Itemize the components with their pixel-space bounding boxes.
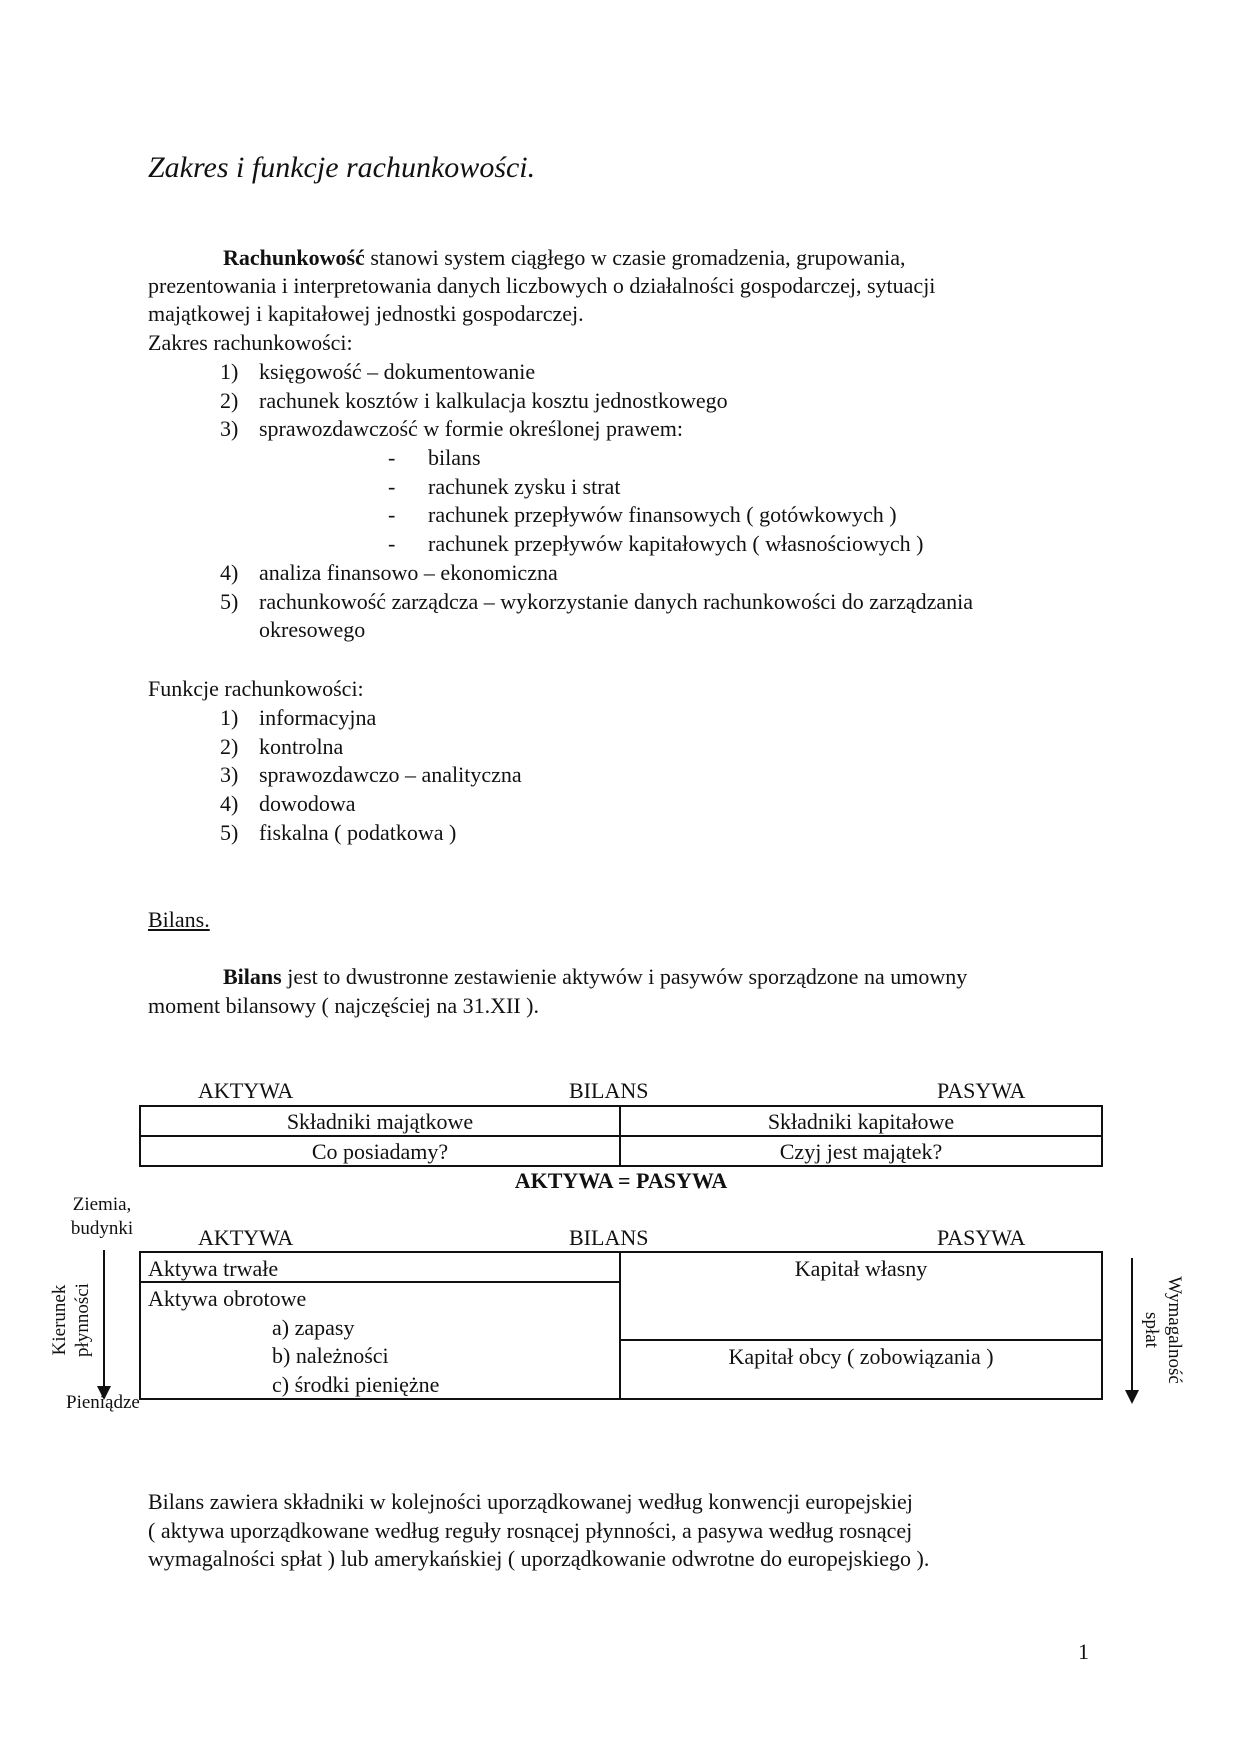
liabilities-label: Kapitał obcy ( zobowiązania ) xyxy=(728,1344,994,1369)
scope-subitem: rachunek zysku i strat xyxy=(428,474,621,499)
function-item-num: 5) xyxy=(220,820,239,845)
scope-item: rachunkowość zarządcza – wykorzystanie danych rachunkowości do zarządzania xyxy=(259,589,974,614)
table1-pasywa-header: PASYWA xyxy=(937,1078,1026,1103)
table1-aktywa-header: AKTYWA xyxy=(198,1078,294,1103)
functions-heading: Funkcje rachunkowości: xyxy=(148,676,364,701)
liquidity-axis-label-1: Kierunek xyxy=(49,1284,70,1356)
scope-subitem-dash: - xyxy=(388,445,396,470)
function-item-num: 4) xyxy=(220,791,239,816)
intro-term: Rachunkowość xyxy=(223,245,365,270)
maturity-arrow-icon xyxy=(1122,1258,1142,1408)
current-asset-item: b) należności xyxy=(272,1343,389,1368)
scope-subitem-dash: - xyxy=(388,502,396,527)
balance-equation: AKTYWA = PASYWA xyxy=(514,1168,728,1193)
equity-label: Kapitał własny xyxy=(794,1256,928,1281)
table2-aktywa-header: AKTYWA xyxy=(198,1225,294,1250)
function-item: sprawozdawczo – analityczna xyxy=(259,762,522,787)
bilans-term: Bilans xyxy=(223,964,282,989)
scope-item-continuation: okresowego xyxy=(259,617,366,642)
liquidity-arrow-icon xyxy=(94,1250,114,1402)
intro-line-1: Rachunkowość stanowi system ciągłego w czasie gromadzenia, grupowania, xyxy=(223,245,906,270)
table1-cell: Co posiadamy? xyxy=(311,1139,449,1164)
scope-item-num: 5) xyxy=(220,589,239,614)
bilans-def-line-1: Bilans jest to dwustronne zestawienie aktywów i pasywów sporządzone na umowny xyxy=(223,964,968,989)
current-asset-item: c) środki pieniężne xyxy=(272,1372,440,1397)
scope-subitem: bilans xyxy=(428,445,481,470)
fixed-assets-label: Aktywa trwałe xyxy=(148,1256,279,1281)
table2-pasywa-header: PASYWA xyxy=(937,1225,1026,1250)
scope-item: sprawozdawczość w formie określonej prawem: xyxy=(259,416,683,441)
function-item: fiskalna ( podatkowa ) xyxy=(259,820,457,845)
scope-subitem-dash: - xyxy=(388,531,396,556)
scope-item-num: 2) xyxy=(220,388,239,413)
scope-item-num: 1) xyxy=(220,359,239,384)
table2-bilans-header: BILANS xyxy=(569,1225,649,1250)
table-divider xyxy=(619,1339,1103,1341)
function-item-num: 2) xyxy=(220,734,239,759)
scope-item: księgowość – dokumentowanie xyxy=(259,359,536,384)
scope-subitem: rachunek przepływów kapitałowych ( własnościowych ) xyxy=(428,531,924,556)
scope-subitem-dash: - xyxy=(388,474,396,499)
closing-line-2: ( aktywa uporządkowane według reguły rosnącej płynności, a pasywa według rosnącej xyxy=(148,1518,913,1543)
current-assets-label: Aktywa obrotowe xyxy=(148,1286,307,1311)
closing-line-3: wymagalności spłat ) lub amerykańskiej ( uporządkowanie odwrotne do europejskiego ). xyxy=(148,1546,930,1571)
scope-item: rachunek kosztów i kalkulacja kosztu jednostkowego xyxy=(259,388,728,413)
function-item-num: 1) xyxy=(220,705,239,730)
scope-heading: Zakres rachunkowości: xyxy=(148,330,353,355)
intro-line-3: majątkowej i kapitałowej jednostki gospodarczej. xyxy=(148,301,584,326)
function-item: dowodowa xyxy=(259,791,356,816)
scope-item-num: 4) xyxy=(220,560,239,585)
bilans-heading: Bilans. xyxy=(148,907,210,932)
table1-cell: Składniki majątkowe xyxy=(286,1109,474,1134)
scope-item-num: 3) xyxy=(220,416,239,441)
page-title: Zakres i funkcje rachunkowości. xyxy=(148,151,536,184)
current-asset-item: a) zapasy xyxy=(272,1315,355,1340)
closing-line-1: Bilans zawiera składniki w kolejności uporządkowanej według konwencji europejskiej xyxy=(148,1489,913,1514)
function-item-num: 3) xyxy=(220,762,239,787)
liquidity-top-label-1: Ziemia, xyxy=(72,1194,132,1215)
liquidity-bottom-label: Pieniądze xyxy=(66,1392,140,1413)
function-item: kontrolna xyxy=(259,734,344,759)
table1-bilans-header: BILANS xyxy=(569,1078,649,1103)
scope-item: analiza finansowo – ekonomiczna xyxy=(259,560,558,585)
maturity-axis-label-1: Wymagalność xyxy=(1164,1276,1185,1384)
bilans-def-line-2: moment bilansowy ( najczęściej na 31.XII ). xyxy=(148,993,539,1018)
liquidity-top-label-2: budynki xyxy=(70,1218,134,1239)
table1-cell: Składniki kapitałowe xyxy=(767,1109,955,1134)
page-number: 1 xyxy=(1078,1639,1089,1664)
function-item: informacyjna xyxy=(259,705,377,730)
maturity-axis-label-2: spłat xyxy=(1141,1312,1162,1348)
scope-subitem: rachunek przepływów finansowych ( gotówkowych ) xyxy=(428,502,897,527)
table1-cell: Czyj jest majątek? xyxy=(779,1139,943,1164)
liquidity-axis-label-2: płynności xyxy=(72,1283,93,1357)
intro-line-2: prezentowania i interpretowania danych liczbowych o działalności gospodarczej, sytuacji xyxy=(148,273,936,298)
